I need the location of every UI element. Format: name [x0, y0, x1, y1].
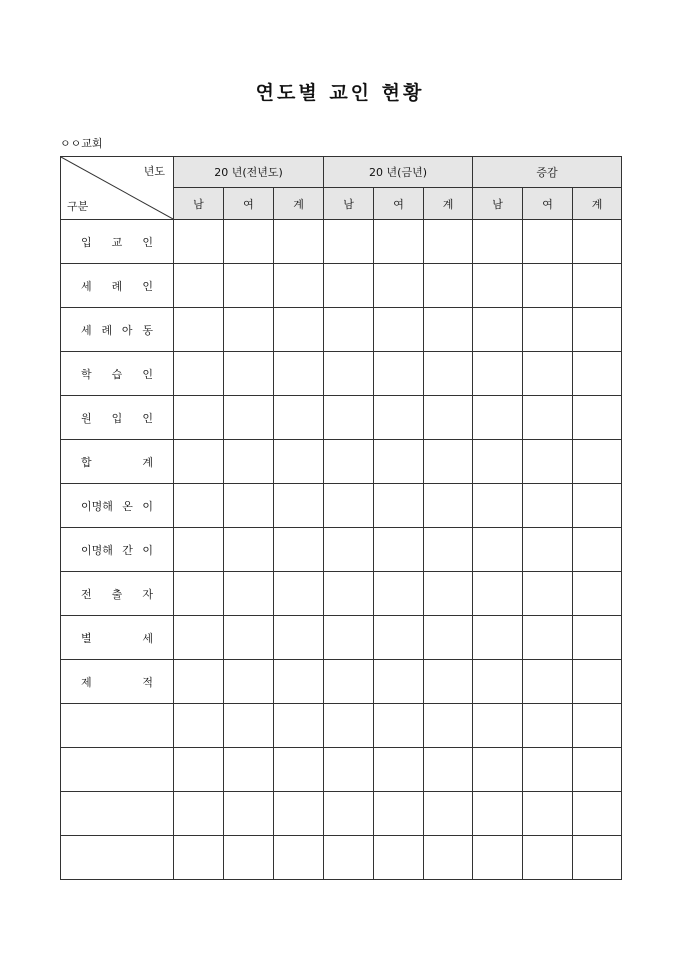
corner-header-cell [61, 157, 174, 220]
category-label: 구분 [67, 200, 89, 213]
value-cell[interactable] [224, 440, 274, 484]
row-label-part: 적 [142, 675, 153, 689]
value-cell[interactable] [174, 352, 224, 396]
value-cell[interactable] [324, 748, 374, 792]
row-label-part: 이 [142, 543, 153, 557]
row-label-cell [61, 440, 174, 484]
row-label-cell [61, 748, 174, 792]
value-cell[interactable] [374, 572, 424, 616]
row-label-part: 아 [121, 323, 133, 337]
value-cell[interactable] [174, 572, 224, 616]
value-cell[interactable] [374, 748, 424, 792]
table-row [61, 792, 622, 836]
row-label [61, 454, 173, 470]
value-cell[interactable] [523, 792, 573, 836]
value-cell[interactable] [473, 308, 523, 352]
value-cell[interactable] [274, 792, 324, 836]
table-row [61, 528, 622, 572]
value-cell[interactable] [424, 660, 473, 704]
value-cell[interactable] [174, 264, 224, 308]
value-cell[interactable] [573, 352, 622, 396]
value-cell[interactable] [324, 396, 374, 440]
value-cell[interactable] [473, 836, 523, 880]
value-cell[interactable] [523, 484, 573, 528]
group-header-change: 증감 [473, 157, 622, 188]
value-cell[interactable] [174, 440, 224, 484]
value-cell[interactable] [573, 308, 622, 352]
value-cell[interactable] [473, 616, 523, 660]
value-cell[interactable] [324, 528, 374, 572]
subcol-total: 계 [274, 188, 324, 220]
row-label-part: 입 [111, 411, 123, 425]
value-cell[interactable] [324, 440, 374, 484]
table-row [61, 572, 622, 616]
row-label-part: 계 [142, 455, 153, 469]
table-row [61, 220, 622, 264]
church-name: ㅇㅇ교회 [60, 137, 103, 150]
subcol-total: 계 [424, 188, 473, 220]
value-cell[interactable] [224, 308, 274, 352]
value-cell[interactable] [523, 748, 573, 792]
value-cell[interactable] [374, 660, 424, 704]
value-cell[interactable] [274, 528, 324, 572]
subcol-female: 여 [374, 188, 424, 220]
row-label [61, 674, 173, 690]
value-cell[interactable] [473, 440, 523, 484]
value-cell[interactable] [573, 440, 622, 484]
value-cell[interactable] [424, 352, 473, 396]
value-cell[interactable] [573, 660, 622, 704]
value-cell[interactable] [174, 748, 224, 792]
table-row [61, 704, 622, 748]
value-cell[interactable] [374, 616, 424, 660]
value-cell[interactable] [573, 616, 622, 660]
value-cell[interactable] [374, 220, 424, 264]
value-cell[interactable] [374, 308, 424, 352]
value-cell[interactable] [473, 572, 523, 616]
row-label [61, 234, 173, 250]
value-cell[interactable] [224, 484, 274, 528]
value-cell[interactable] [274, 704, 324, 748]
value-cell[interactable] [324, 220, 374, 264]
value-cell[interactable] [174, 308, 224, 352]
group-header-previous-year: 20 년(전년도) [174, 157, 324, 188]
row-label [61, 630, 173, 646]
value-cell[interactable] [424, 748, 473, 792]
value-cell[interactable] [573, 792, 622, 836]
value-cell[interactable] [274, 660, 324, 704]
table-row [61, 836, 622, 880]
value-cell[interactable] [573, 572, 622, 616]
value-cell[interactable] [473, 220, 523, 264]
value-cell[interactable] [523, 308, 573, 352]
table-row [61, 616, 622, 660]
value-cell[interactable] [324, 616, 374, 660]
value-cell[interactable] [573, 396, 622, 440]
row-label-part: 제 [81, 675, 92, 689]
table-body [61, 220, 622, 880]
value-cell[interactable] [224, 264, 274, 308]
value-cell[interactable] [274, 572, 324, 616]
value-cell[interactable] [224, 352, 274, 396]
value-cell[interactable] [174, 396, 224, 440]
value-cell[interactable] [324, 792, 374, 836]
value-cell[interactable] [374, 792, 424, 836]
value-cell[interactable] [424, 836, 473, 880]
value-cell[interactable] [424, 484, 473, 528]
value-cell[interactable] [224, 528, 274, 572]
row-label-part: 이 [142, 499, 153, 513]
row-label-cell [61, 660, 174, 704]
value-cell[interactable] [274, 748, 324, 792]
value-cell[interactable] [473, 704, 523, 748]
page-title: 연도별 교인 현황 [255, 82, 425, 104]
value-cell[interactable] [573, 704, 622, 748]
value-cell[interactable] [324, 264, 374, 308]
value-cell[interactable] [523, 396, 573, 440]
value-cell[interactable] [473, 792, 523, 836]
row-label-part: 별 [81, 631, 92, 645]
value-cell[interactable] [573, 836, 622, 880]
value-cell[interactable] [424, 704, 473, 748]
header-row-groups [61, 157, 622, 188]
row-label-part: 동 [142, 323, 153, 337]
row-label-part: 인 [142, 235, 153, 249]
row-label-part: 인 [142, 411, 153, 425]
table-row [61, 264, 622, 308]
row-label [61, 366, 173, 382]
value-cell[interactable] [523, 704, 573, 748]
value-cell[interactable] [424, 220, 473, 264]
row-label-part: 온 [122, 499, 133, 513]
row-label [61, 278, 173, 294]
row-label [61, 542, 173, 558]
value-cell[interactable] [374, 528, 424, 572]
value-cell[interactable] [324, 572, 374, 616]
row-label-part: 원 [81, 411, 92, 425]
value-cell[interactable] [374, 484, 424, 528]
row-label-cell [61, 396, 174, 440]
value-cell[interactable] [424, 308, 473, 352]
member-status-table [60, 156, 622, 880]
value-cell[interactable] [224, 396, 274, 440]
value-cell[interactable] [374, 704, 424, 748]
value-cell[interactable] [224, 660, 274, 704]
value-cell[interactable] [573, 484, 622, 528]
table-row [61, 748, 622, 792]
row-label-cell [61, 352, 174, 396]
value-cell[interactable] [523, 220, 573, 264]
value-cell[interactable] [523, 616, 573, 660]
table-row [61, 352, 622, 396]
row-label-part: 세 [81, 323, 92, 337]
value-cell[interactable] [374, 264, 424, 308]
row-label-part: 인 [142, 367, 153, 381]
value-cell[interactable] [274, 484, 324, 528]
value-cell[interactable] [274, 616, 324, 660]
row-label-part: 전 [81, 587, 92, 601]
value-cell[interactable] [224, 836, 274, 880]
row-label-cell [61, 616, 174, 660]
value-cell[interactable] [174, 704, 224, 748]
value-cell[interactable] [324, 352, 374, 396]
row-label-part: 세 [142, 631, 153, 645]
value-cell[interactable] [174, 660, 224, 704]
value-cell[interactable] [473, 660, 523, 704]
value-cell[interactable] [374, 440, 424, 484]
subcol-total: 계 [573, 188, 622, 220]
value-cell[interactable] [324, 836, 374, 880]
row-label [61, 322, 173, 338]
value-cell[interactable] [573, 528, 622, 572]
row-label-cell [61, 484, 174, 528]
subcol-male: 남 [174, 188, 224, 220]
row-label-part: 례 [101, 323, 113, 337]
row-label-part: 간 [122, 543, 133, 557]
row-label-cell [61, 308, 174, 352]
value-cell[interactable] [523, 440, 573, 484]
row-label-part: 학 [81, 367, 92, 381]
row-label-cell [61, 704, 174, 748]
value-cell[interactable] [174, 484, 224, 528]
row-label-part: 세 [81, 279, 92, 293]
value-cell[interactable] [174, 528, 224, 572]
value-cell[interactable] [473, 352, 523, 396]
value-cell[interactable] [424, 264, 473, 308]
value-cell[interactable] [274, 440, 324, 484]
value-cell[interactable] [424, 528, 473, 572]
value-cell[interactable] [274, 352, 324, 396]
subcol-female: 여 [224, 188, 274, 220]
value-cell[interactable] [473, 484, 523, 528]
row-label-part: 합 [81, 455, 92, 469]
row-label [61, 410, 173, 426]
value-cell[interactable] [374, 396, 424, 440]
value-cell[interactable] [473, 528, 523, 572]
value-cell[interactable] [473, 748, 523, 792]
value-cell[interactable] [523, 528, 573, 572]
row-label-cell [61, 528, 174, 572]
value-cell[interactable] [424, 440, 473, 484]
value-cell[interactable] [274, 308, 324, 352]
value-cell[interactable] [424, 792, 473, 836]
row-label-part: 인 [142, 279, 153, 293]
value-cell[interactable] [224, 616, 274, 660]
value-cell[interactable] [374, 352, 424, 396]
value-cell[interactable] [274, 220, 324, 264]
value-cell[interactable] [274, 836, 324, 880]
value-cell[interactable] [224, 220, 274, 264]
row-label-part: 입 [81, 235, 92, 249]
row-label [61, 498, 173, 514]
row-label [61, 586, 173, 602]
row-label-cell [61, 836, 174, 880]
value-cell[interactable] [274, 264, 324, 308]
value-cell[interactable] [424, 616, 473, 660]
year-label: 년도 [143, 165, 165, 178]
value-cell[interactable] [523, 264, 573, 308]
group-header-current-year: 20 년(금년) [324, 157, 473, 188]
row-label-part: 자 [142, 587, 153, 601]
value-cell[interactable] [224, 792, 274, 836]
value-cell[interactable] [324, 704, 374, 748]
value-cell[interactable] [473, 264, 523, 308]
value-cell[interactable] [324, 484, 374, 528]
subcol-male: 남 [473, 188, 523, 220]
value-cell[interactable] [424, 396, 473, 440]
row-label-part: 교 [111, 235, 123, 249]
value-cell[interactable] [473, 396, 523, 440]
row-label-cell [61, 220, 174, 264]
value-cell[interactable] [224, 748, 274, 792]
value-cell[interactable] [573, 748, 622, 792]
row-label-cell [61, 572, 174, 616]
value-cell[interactable] [523, 352, 573, 396]
row-label-part: 이명해 [81, 499, 113, 513]
value-cell[interactable] [174, 792, 224, 836]
table-row [61, 660, 622, 704]
value-cell[interactable] [324, 308, 374, 352]
row-label-part: 출 [111, 587, 123, 601]
value-cell[interactable] [174, 836, 224, 880]
row-label-part: 례 [111, 279, 123, 293]
subcol-male: 남 [324, 188, 374, 220]
row-label-part: 습 [111, 367, 123, 381]
value-cell[interactable] [424, 572, 473, 616]
value-cell[interactable] [174, 616, 224, 660]
table-row [61, 396, 622, 440]
value-cell[interactable] [224, 572, 274, 616]
value-cell[interactable] [523, 660, 573, 704]
value-cell[interactable] [573, 264, 622, 308]
value-cell[interactable] [374, 836, 424, 880]
value-cell[interactable] [523, 572, 573, 616]
table-row [61, 484, 622, 528]
value-cell[interactable] [274, 396, 324, 440]
value-cell[interactable] [324, 660, 374, 704]
row-label-cell [61, 792, 174, 836]
row-label-part: 이명해 [81, 543, 113, 557]
table-row [61, 308, 622, 352]
table-row [61, 440, 622, 484]
value-cell[interactable] [224, 704, 274, 748]
value-cell[interactable] [573, 220, 622, 264]
value-cell[interactable] [523, 836, 573, 880]
subcol-female: 여 [523, 188, 573, 220]
row-label-cell [61, 264, 174, 308]
value-cell[interactable] [174, 220, 224, 264]
